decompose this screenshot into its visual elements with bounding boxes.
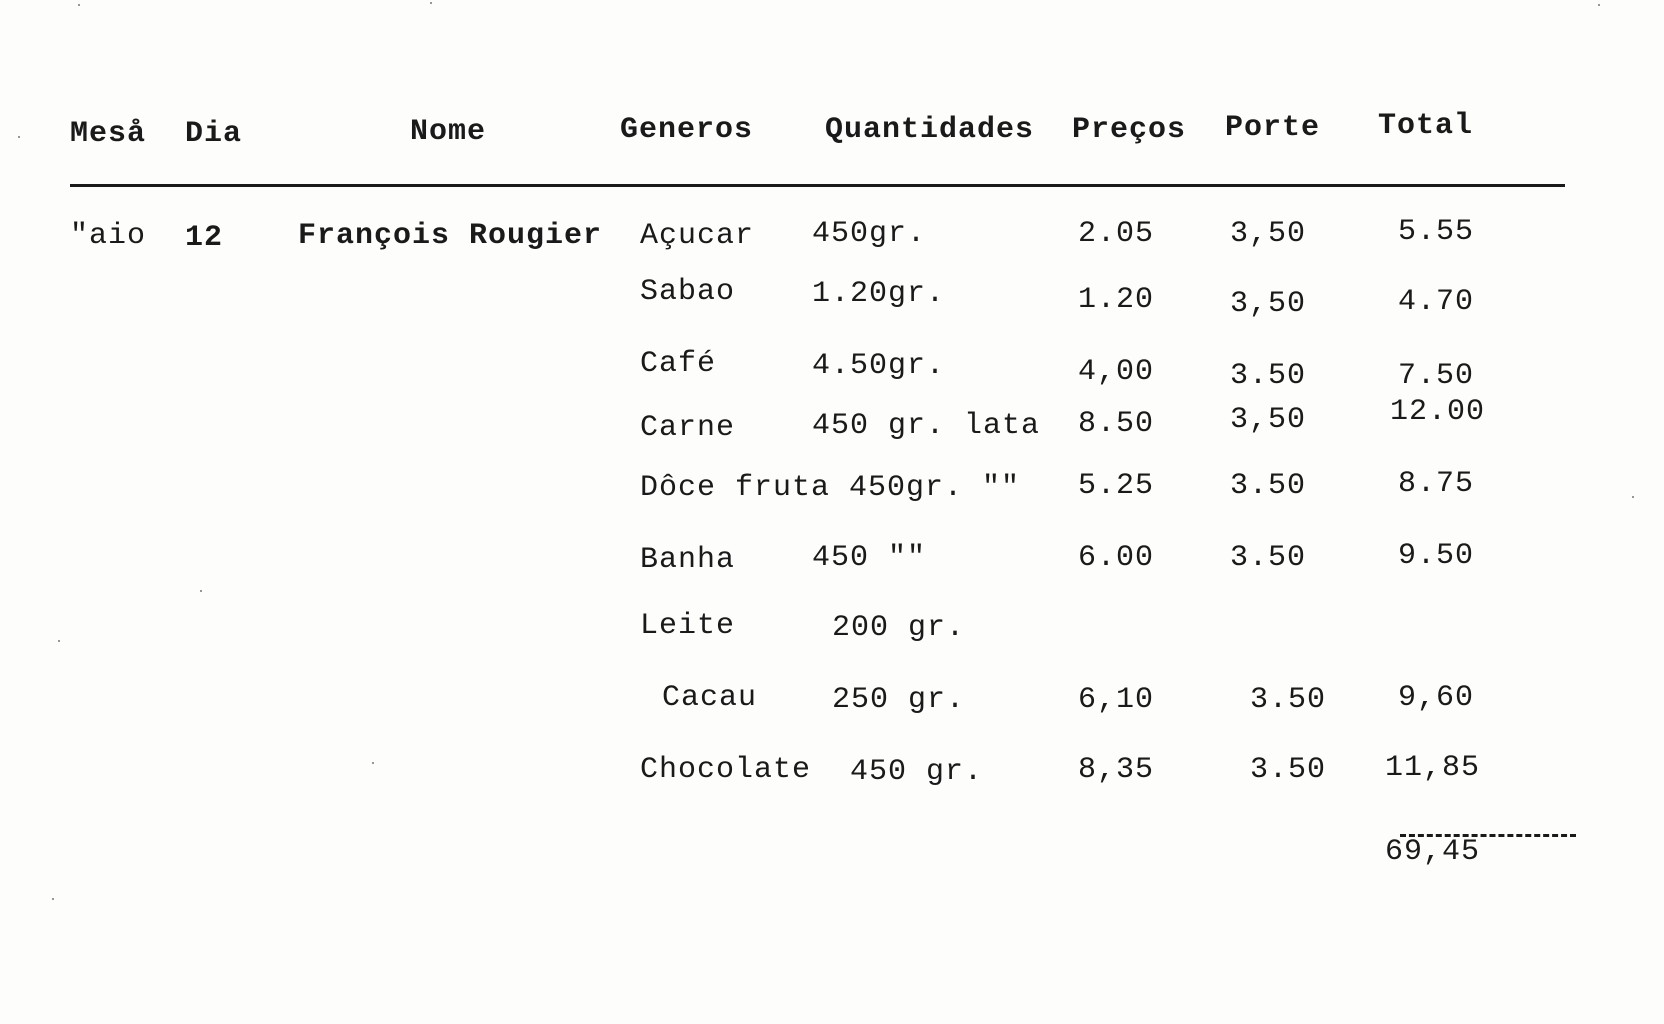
row-quantidade: 450 "": [812, 541, 927, 575]
scan-speck: [1598, 4, 1600, 6]
row-porte: 3,50: [1230, 403, 1307, 437]
row-preco: 5.25: [1078, 469, 1155, 503]
row-total: 11,85: [1385, 751, 1481, 785]
row-porte: 3.50: [1230, 469, 1307, 503]
row-total: 5.55: [1398, 215, 1475, 249]
header-porte: Porte: [1225, 111, 1321, 145]
grand-total: 69,45: [1385, 835, 1481, 869]
scan-speck: [430, 2, 432, 4]
row-porte: 3.50: [1230, 359, 1307, 393]
row-quantidade: 450gr.: [812, 217, 927, 251]
entry-dia: 12: [185, 221, 224, 255]
row-total: 7.50: [1398, 359, 1475, 393]
header-total: Total: [1378, 109, 1474, 143]
header-mes: Meså: [70, 117, 147, 151]
row-genero: Carne: [640, 411, 736, 445]
header-nome: Nome: [410, 115, 487, 149]
header-generos: Generos: [620, 113, 754, 147]
row-genero: Banha: [640, 543, 736, 577]
row-quantidade: 200 gr.: [832, 611, 966, 645]
row-genero: Açucar: [640, 219, 755, 253]
row-quantidade: 1.20gr.: [812, 277, 946, 311]
row-total: 12.00: [1390, 395, 1486, 429]
row-preco: 2.05: [1078, 217, 1155, 251]
row-quantidade: 250 gr.: [832, 683, 966, 717]
row-genero: Cacau: [662, 681, 758, 715]
row-genero: Café: [640, 347, 717, 381]
header-dia: Dia: [185, 117, 243, 151]
row-preco: 4,00: [1078, 355, 1155, 389]
scan-speck: [200, 590, 202, 592]
entry-mes: "aio: [70, 219, 147, 253]
row-total: 9,60: [1398, 681, 1475, 715]
header-precos: Preços: [1072, 113, 1187, 147]
row-preco: 8,35: [1078, 753, 1155, 787]
scan-speck: [52, 898, 54, 900]
row-quantidade: 450 gr. lata: [812, 409, 1041, 443]
row-genero: Leite: [640, 609, 736, 643]
row-preco: 6.00: [1078, 541, 1155, 575]
row-quantidade: 450 gr.: [850, 755, 984, 789]
scan-speck: [78, 4, 80, 6]
row-preco: 1.20: [1078, 283, 1155, 317]
scan-speck: [372, 762, 374, 764]
row-porte: 3.50: [1230, 541, 1307, 575]
header-rule: [70, 184, 1565, 187]
row-porte: 3,50: [1230, 217, 1307, 251]
row-preco: 8.50: [1078, 407, 1155, 441]
entry-nome: François Rougier: [298, 219, 603, 253]
row-total: 4.70: [1398, 285, 1475, 319]
row-preco: 6,10: [1078, 683, 1155, 717]
row-quantidade: 4.50gr.: [812, 349, 946, 383]
scan-speck: [58, 640, 60, 642]
row-genero: Chocolate: [640, 753, 812, 787]
row-genero: Dôce fruta 450gr. "": [640, 471, 1021, 505]
scan-speck: [18, 136, 20, 138]
row-genero: Sabao: [640, 275, 736, 309]
row-total: 8.75: [1398, 467, 1475, 501]
row-total: 9.50: [1398, 539, 1475, 573]
row-porte: 3,50: [1230, 287, 1307, 321]
header-quantidades: Quantidades: [825, 113, 1035, 147]
row-porte: 3.50: [1250, 683, 1327, 717]
scan-speck: [1632, 496, 1634, 498]
row-porte: 3.50: [1250, 753, 1327, 787]
